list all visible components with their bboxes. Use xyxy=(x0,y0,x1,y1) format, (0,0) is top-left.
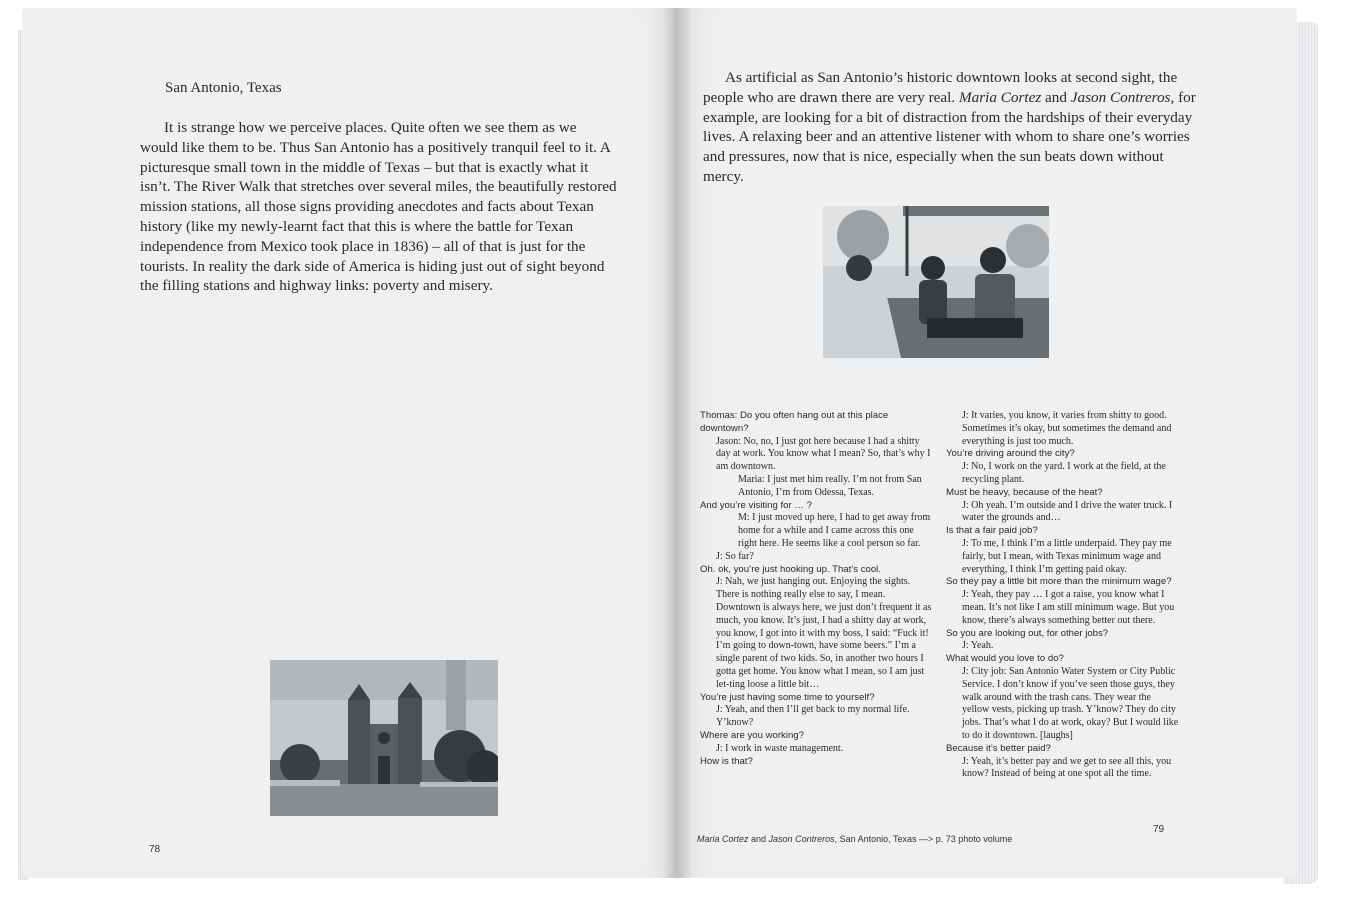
transcript-line: Where are you working? xyxy=(700,729,804,741)
caption-name-2: Jason Contreros xyxy=(768,834,835,844)
transcript-line: J: Yeah, and then I’ll get back to my normal life. Y’know? xyxy=(716,704,910,729)
interview-illustration xyxy=(823,206,1049,358)
interview-photo xyxy=(823,206,1049,358)
transcript-line: Because it’s better paid? xyxy=(946,742,1051,754)
transcript-line: J: I work in waste management. xyxy=(716,742,844,754)
right-intro-paragraph xyxy=(703,68,1203,187)
cathedral-illustration xyxy=(270,660,498,816)
transcript-line: J: Oh yeah. I’m outside and I drive the water truck. I water the grounds and… xyxy=(962,499,1173,524)
interview-column-1 xyxy=(700,410,932,768)
transcript-line: You’re just having some time to yourself? xyxy=(700,691,875,703)
transcript-line: So they pay a little bit more than the minimum wage? xyxy=(946,576,1172,588)
transcript-line: J: City job: San Antonio Water System or City Public Service. I don’t know if you’ve seen those guys, they walk around with the trash cans. They wear the yellow vests, picking up trash. Y’know? They do city jobs. That’s what I do at work, okay? But I would like to do it downtown. [laughs] xyxy=(962,665,1179,741)
left-page xyxy=(22,8,677,878)
transcript-line: Oh. ok, you’re just hooking up. That’s cool. xyxy=(700,563,881,575)
right-intro-and: and xyxy=(1041,88,1071,106)
transcript-line: J: To me, I think I’m a little underpaid. They pay me fairly, but I mean, with Texas minimum wage and everything, I think I’m getting paid okay. xyxy=(962,537,1172,575)
location-heading: San Antonio, Texas xyxy=(165,80,282,96)
transcript-line: Jason: No, no, I just got here because I had a shitty day at work. You know what I mean? So, that’s why I am downtown. xyxy=(716,435,931,473)
caption-rest: , San Antonio, Texas —> p. 73 photo volume xyxy=(834,834,1013,844)
left-intro-paragraph: It is strange how we perceive places. Quite often we see them as we would like them to be. Thus San Antonio has a positively tranquil feel to it. A picturesque small town in the middle of Texas – but that is exactly what it isn’t. The River Walk that stretches over several miles, the beautifully restored mission stations, all those signs providing anecdotes and facts about Texan history (like my newly-learnt fact that this is where the battle for Texan independence from Mexico took place in 1836) – all of that is just for the tourists. In reality the dark side of America is hiding just out of sight beyond the filling stations and highway links: poverty and misery. xyxy=(140,119,617,295)
transcript-line: J: Yeah. xyxy=(962,640,994,652)
transcript-line: Must be heavy, because of the heat? xyxy=(946,486,1103,498)
transcript-line: J: No, I work on the yard. I work at the field, at the recycling plant. xyxy=(962,461,1166,485)
right-intro-text-2: , for example, are looking for a bit of distraction from the hardships of their everyday lives. A relaxing beer and an attentive listener with whom to share one’s worries and pressures, now that is nice, especially when the sun beats down without mercy. xyxy=(703,88,1196,185)
right-intro-name-1: Maria Cortez xyxy=(958,88,1042,106)
transcript-line: J: Yeah, it’s better pay and we get to see all this, you know? Instead of being at one spot all the time. xyxy=(962,755,1172,780)
transcript-line: M: I just moved up here, I had to get away from home for a while and I came across this one right here. He seems like a cool person so far. xyxy=(738,512,931,549)
book-spine-shadow xyxy=(662,8,692,878)
transcript-line: J: So far? xyxy=(716,550,754,562)
transcript-line: You’re driving around the city? xyxy=(946,448,1075,460)
photo-caption xyxy=(697,834,1012,844)
right-intro-name-2: Jason Contreros xyxy=(1070,88,1171,106)
transcript-line: How is that? xyxy=(700,755,753,767)
transcript-line: So you are looking out, for other jobs? xyxy=(946,627,1109,639)
caption-name-1: Maria Cortez xyxy=(697,834,749,844)
page-number-right: 79 xyxy=(1153,824,1165,835)
transcript-line: Is that a fair paid job? xyxy=(946,525,1038,537)
transcript-line: J: Nah, we just hanging out. Enjoying the sights. There is nothing really else to say, I mean. Downtown is always here, we just don’t frequent it as much, you know. It’s just, I had a shitty day at work, you know, I got into it with my boss, I said: “Fuck it! I’m going to down-town, have some beers.” I’m a single parent of two kids. So, in another two hours I gotta get home. You know what I mean, so I am just let-ting loose a little bit… xyxy=(716,576,932,690)
transcript-line: What would you love to do? xyxy=(946,653,1064,665)
transcript-line: Maria: I just met him really. I’m not from San Antonio, I’m from Odessa, Texas. xyxy=(738,473,922,498)
page-number-left: 78 xyxy=(149,844,161,855)
transcript-line: Thomas: Do you often hang out at this place downtown? xyxy=(700,410,889,434)
right-intro-text-1: As artificial as San Antonio’s historic downtown looks at second sight, the people who are drawn there are very real. xyxy=(703,69,1178,106)
transcript-line: And you’re visiting for … ? xyxy=(700,499,812,511)
transcript-line: J: Yeah, they pay … I got a raise, you know what I mean. It’s not like I am still minimum wage. But you know, there’s always something better out there. xyxy=(962,589,1175,626)
interview-column-2 xyxy=(946,410,1180,781)
caption-and: and xyxy=(748,834,769,844)
cathedral-photo xyxy=(270,660,498,816)
transcript-line: J: It varies, you know, it varies from shitty to good. Sometimes it’s okay, but sometimes the demand and everything is just too much. xyxy=(962,410,1172,447)
